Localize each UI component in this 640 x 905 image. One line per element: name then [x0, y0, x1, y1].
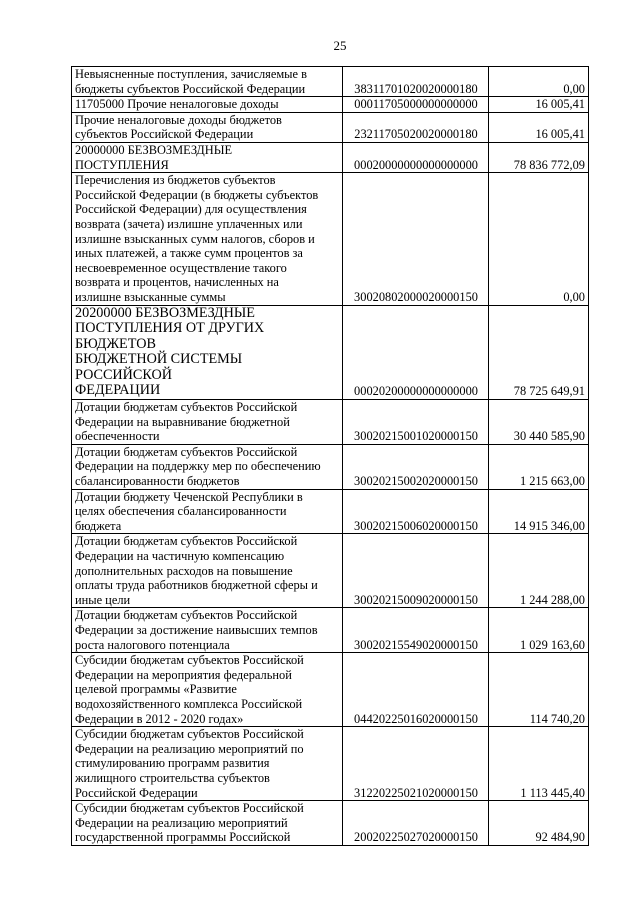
amount-cell: 114 740,20	[489, 653, 589, 727]
table-row	[72, 112, 589, 142]
income-name-line: целях обеспечения сбалансированности	[75, 504, 287, 519]
budget-code-cell: 30020215006020000150	[343, 489, 489, 534]
income-name-cell	[72, 444, 343, 489]
table-row	[72, 142, 589, 172]
table-row	[72, 534, 589, 608]
page-number: 25	[333, 38, 347, 53]
income-name-cell	[72, 112, 343, 142]
income-name-line: иных платежей, а также сумм процентов за	[75, 246, 303, 261]
amount-cell: 78 725 649,91	[489, 305, 589, 400]
income-name-line: излишне взысканных сумм налогов, сборов и	[75, 231, 315, 246]
income-name-line: жилищного строительства субъектов	[75, 770, 270, 785]
income-name-line: Субсидии бюджетам субъектов Российской	[75, 653, 304, 668]
table-row	[72, 400, 589, 445]
income-name-line: целевой программы «Развитие	[75, 682, 237, 697]
budget-code-cell: 30020802000020000150	[343, 173, 489, 305]
budget-code-cell: 38311701020020000180	[343, 67, 489, 97]
table-row	[72, 608, 589, 653]
income-name-line: Федерации на реализацию мероприятий по	[75, 741, 304, 756]
income-name-line: обеспеченности	[75, 429, 160, 444]
income-name-line: ПОСТУПЛЕНИЯ ОТ ДРУГИХ БЮДЖЕТОВ	[75, 320, 265, 352]
amount-cell: 1 215 663,00	[489, 444, 589, 489]
income-name-line: Дотации бюджетам субъектов Российской	[75, 608, 298, 623]
budget-code-cell: 30020215009020000150	[343, 534, 489, 608]
budget-code-cell: 00020000000000000000	[343, 142, 489, 172]
amount-cell: 1 113 445,40	[489, 727, 589, 801]
income-name-line: стимулированию программ развития	[75, 756, 270, 771]
income-name-line: несвоевременное осуществление такого	[75, 260, 287, 275]
income-name-line: Дотации бюджетам субъектов Российской	[75, 534, 298, 549]
income-name-line: Российской Федерации) для осуществления	[75, 202, 307, 217]
amount-cell: 78 836 772,09	[489, 142, 589, 172]
income-name-line: Федерации за достижение наивысших темпов	[75, 622, 318, 637]
income-name-line: 20000000 БЕЗВОЗМЕЗДНЫЕ	[75, 142, 233, 157]
income-name-line: роста налогового потенциала	[75, 637, 230, 652]
budget-code-cell: 20020225027020000150	[343, 801, 489, 846]
income-name-cell	[72, 67, 343, 97]
amount-cell: 0,00	[489, 173, 589, 305]
income-name-cell	[72, 97, 343, 113]
income-name-line: водохозяйственного комплекса Российской	[75, 696, 303, 711]
income-name-line: ПОСТУПЛЕНИЯ	[75, 157, 169, 172]
income-name-line: бюджеты субъектов Российской Федерации	[75, 81, 306, 96]
table-row	[72, 173, 589, 305]
budget-code-cell: 23211705020020000180	[343, 112, 489, 142]
income-name-line: возврата и процентов, начисленных на	[75, 275, 279, 290]
income-name-cell	[72, 608, 343, 653]
income-name-line: Прочие неналоговые доходы бюджетов	[75, 112, 282, 127]
budget-code-cell: 00011705000000000000	[343, 97, 489, 113]
income-name-line: субъектов Российской Федерации	[75, 127, 254, 142]
income-name-line: Перечисления из бюджетов субъектов	[75, 173, 276, 188]
table-row	[72, 727, 589, 801]
income-name-line: Федерации на поддержку мер по обеспечению	[75, 459, 321, 474]
income-name-line: сбалансированности бюджетов	[75, 474, 240, 489]
amount-cell: 92 484,90	[489, 801, 589, 846]
income-name-line: иные цели	[75, 592, 131, 607]
budget-code-cell: 30020215002020000150	[343, 444, 489, 489]
income-name-cell	[72, 489, 343, 534]
income-name-line: излишне взысканные суммы	[75, 289, 226, 304]
income-name-line: дополнительных расходов на повышение	[75, 563, 293, 578]
income-name-line: Федерации на выравнивание бюджетной	[75, 414, 290, 429]
amount-cell: 1 029 163,60	[489, 608, 589, 653]
income-name-cell	[72, 653, 343, 727]
income-name-line: 20200000 БЕЗВОЗМЕЗДНЫЕ	[75, 304, 255, 321]
table-row	[72, 305, 589, 400]
income-name-line: Федерации на мероприятия федеральной	[75, 667, 292, 682]
amount-cell: 16 005,41	[489, 97, 589, 113]
budget-code-cell: 30020215549020000150	[343, 608, 489, 653]
income-name-cell	[72, 727, 343, 801]
amount-cell: 16 005,41	[489, 112, 589, 142]
income-name-cell	[72, 400, 343, 445]
table-row	[72, 801, 589, 846]
table-body	[72, 67, 589, 846]
income-name-line: ФЕДЕРАЦИИ	[75, 382, 161, 399]
income-name-line: Субсидии бюджетам субъектов Российской	[75, 727, 304, 742]
income-name-line: государственной программы Российской	[75, 830, 291, 845]
amount-cell: 0,00	[489, 67, 589, 97]
income-name-line: Субсидии бюджетам субъектов Российской	[75, 801, 304, 816]
income-name-line: Федерации в 2012 - 2020 годах»	[75, 711, 244, 726]
amount-cell: 1 244 288,00	[489, 534, 589, 608]
table-row	[72, 489, 589, 534]
income-name-cell	[72, 534, 343, 608]
income-name-cell	[72, 142, 343, 172]
table-row	[72, 97, 589, 113]
income-name-line: Федерации на реализацию мероприятий	[75, 815, 288, 830]
income-name-cell	[72, 305, 343, 400]
table-row	[72, 67, 589, 97]
income-name-line: БЮДЖЕТНОЙ СИСТЕМЫ РОССИЙСКОЙ	[75, 351, 243, 383]
income-name-line: Дотации бюджету Чеченской Республики в	[75, 489, 303, 504]
budget-code-cell: 04420225016020000150	[343, 653, 489, 727]
income-name-line: бюджета	[75, 518, 122, 533]
table-row	[72, 653, 589, 727]
table-row	[72, 444, 589, 489]
income-name-line: Российской Федерации (в бюджеты субъектов	[75, 187, 319, 202]
income-name-line: 11705000 Прочие неналоговые доходы	[75, 97, 279, 112]
amount-cell: 14 915 346,00	[489, 489, 589, 534]
income-name-line: Российской Федерации	[75, 785, 198, 800]
income-name-line: Дотации бюджетам субъектов Российской	[75, 400, 298, 415]
budget-code-cell: 00020200000000000000	[343, 305, 489, 400]
budget-code-cell: 31220225021020000150	[343, 727, 489, 801]
income-name-cell	[72, 173, 343, 305]
budget-code-cell: 30020215001020000150	[343, 400, 489, 445]
income-name-line: возврата (зачета) излишне уплаченных или	[75, 216, 303, 231]
amount-cell: 30 440 585,90	[489, 400, 589, 445]
income-name-line: оплаты труда работников бюджетной сферы и	[75, 578, 318, 593]
income-name-line: Федерации на частичную компенсацию	[75, 549, 285, 563]
income-name-line: Невыясненные поступления, зачисляемые в	[75, 67, 307, 81]
income-name-line: Дотации бюджетам субъектов Российской	[75, 444, 298, 459]
budget-revenue-table	[71, 66, 589, 846]
income-name-cell	[72, 801, 343, 846]
